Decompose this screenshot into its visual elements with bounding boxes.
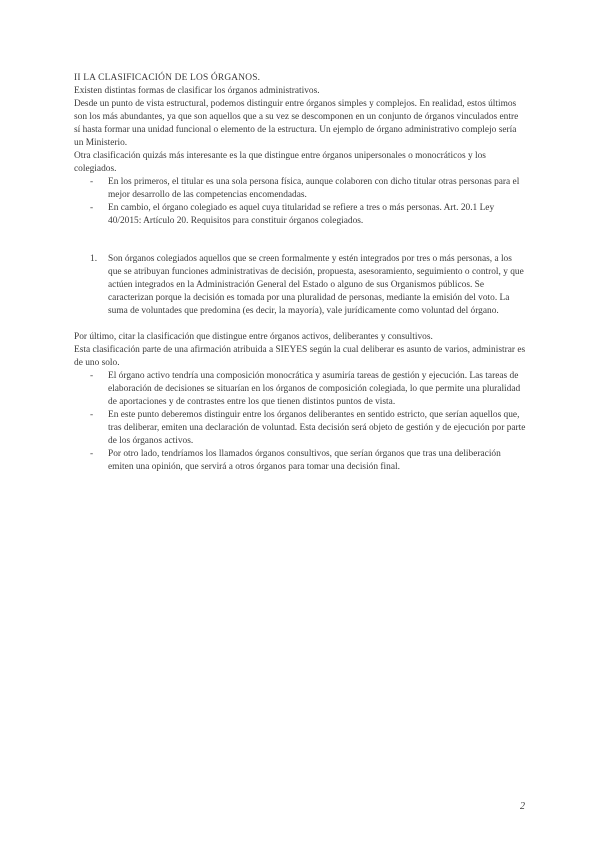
- spacer: [74, 228, 526, 241]
- page-number: 2: [520, 801, 525, 812]
- list-item: - En los primeros, el titular es una sola persona física, aunque colaboren con dicho titular otras personas para el mejor desarrollo de las competencias encomendadas.: [74, 176, 526, 202]
- bullet-list-organ-types: [74, 176, 526, 228]
- list-item: - Por otro lado, tendríamos los llamados órganos consultivos, que serían órganos que tras una deliberación emiten una opinión, que servirá a otros órganos para tomar una decisión final.: [74, 448, 526, 474]
- closing-paragraph: Esta clasificación parte de una afirmación atribuida a SIEYES según la cual deliberar es asunto de varios, administrar es de uno solo.: [74, 345, 526, 368]
- list-item: - En cambio, el órgano colegiado es aquel cuya titularidad se refiere a tres o más personas. Art. 20.1 Ley 40/2015: Artículo 20. Requisitos para constituir órganos colegiados.: [74, 202, 526, 228]
- numbered-list: [74, 253, 526, 318]
- spacer: [74, 318, 526, 331]
- list-item: - El órgano activo tendría una composición monocrática y asumiría tareas de gestión y ejecución. Las tareas de elaboración de decisiones se situarían en los órganos de composición colegiada, lo que permite una pluralidad de aportaciones y de contrastes entre los que tienen distintos puntos de vista.: [74, 370, 526, 409]
- intro-paragraph: Otra clasificación quizás más interesante es la que distingue entre órganos unipersonales o monocráticos y los colegiados.: [74, 151, 486, 174]
- document-body: [74, 72, 526, 474]
- numbered-item-text: Son órganos colegiados aquellos que se creen formalmente y estén integrados por tres o más personas, a los que se atribuyan funciones administrativas de decisión, propuesta, asesoramiento, seguimiento o control, y que actúen integrados en la Administración General del Estado o alguno de sus Organismos públicos. Se caracterizan porque la decisión es tomada por una pluralidad de personas, mediante la emisión del voto. La suma de voluntades que predomina (es decir, la mayoría), vale jurídicamente como voluntad del órgano.: [108, 254, 524, 316]
- spacer: [74, 241, 526, 253]
- bullet-list-organ-functions: [74, 370, 526, 474]
- intro-paragraph: Desde un punto de vista estructural, podemos distinguir entre órganos simples y complejos. En realidad, estos últimos son los más abundantes, ya que son aquellos que a su vez se descomponen en un conjunto de órganos vinculados entre sí hasta formar una unidad funcional o elemento de la estructura. Un ejemplo de órgano administrativo complejo sería un Ministerio.: [74, 99, 519, 148]
- list-item: - En este punto deberemos distinguir entre los órganos deliberantes en sentido estricto, que serían aquellos que, tras deliberar, emiten una declaración de voluntad. Esta decisión será objeto de gestión y de ejecución por parte de los órganos activos.: [74, 409, 526, 448]
- list-number: 1.: [90, 254, 98, 264]
- intro-paragraph: Existen distintas formas de clasificar los órganos administrativos.: [74, 86, 320, 96]
- closing-paragraph: Por último, citar la clasificación que distingue entre órganos activos, deliberantes y consultivos.: [74, 332, 433, 342]
- numbered-item: [74, 253, 526, 318]
- section-heading: II LA CLASIFICACIÓN DE LOS ÓRGANOS.: [74, 73, 261, 83]
